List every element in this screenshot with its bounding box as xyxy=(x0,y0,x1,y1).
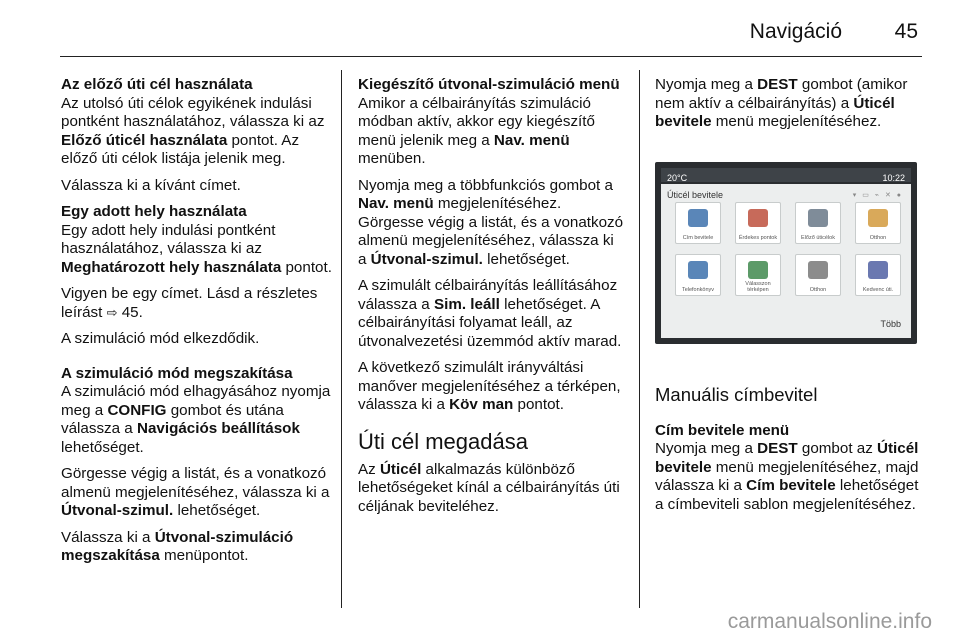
page-reference-arrow-icon: ⇨ xyxy=(106,304,118,320)
screen-status-bar xyxy=(661,168,911,182)
temperature-readout: 20°C xyxy=(667,172,688,183)
tile-favourite-route[interactable]: Kedvenc úti. xyxy=(855,254,901,296)
paragraph: Nyomja meg a többfunkciós gombot a Nav. menü megjelenítéséhez. Görgesse végig a listát, és a vonatkozó almenü megjelenítéséhez, válassza ki a Útvonal-szimul. lehetőséget. xyxy=(358,176,624,268)
paragraph: A következő szimulált irányváltási manőver megjelenítéséhez a térképen, válassza ki a Köv man pontot. xyxy=(358,359,621,413)
watermark: carmanualsonline.info xyxy=(727,610,932,633)
more-button[interactable]: Több xyxy=(880,319,901,329)
paragraph: Amikor a célbairányítás szimuláció módban aktív, akkor egy kiegészítő menü jelenik meg a Nav. menü menüben. xyxy=(358,94,595,167)
header-rule xyxy=(60,56,922,57)
tile-home[interactable]: Otthon xyxy=(855,202,901,244)
status-icons: ▾ ▭ ⌁ ✕ ● xyxy=(852,191,903,199)
paragraph: Nyomja meg a DEST gombot az Úticél bevitele menü megjelenítéséhez, majd válassza ki a Cím bevitele lehetőséget a címbeviteli sablon megjelenítéséhez. xyxy=(655,440,919,513)
map-icon xyxy=(748,261,768,279)
heading-extra-simulation-menu: Kiegészítő útvonal-szimuláció menü xyxy=(358,76,620,93)
paragraph: Nyomja meg a DEST gombot (amikor nem aktív a célbairányítás) a Úticél bevitele menü megjelenítéséhez. xyxy=(655,76,908,130)
clock-readout: 10:22 xyxy=(882,172,905,183)
screen-content xyxy=(661,184,911,338)
paragraph: Vigyen be egy címet. Lásd a részletes leírást ⇨ 45. xyxy=(61,285,318,321)
phonebook-icon xyxy=(688,261,708,279)
header-title: Navigáció xyxy=(749,20,842,43)
screen-title: Úticél bevitele xyxy=(667,189,724,200)
heading-stop-simulation: A szimuláció mód megszakítása xyxy=(61,364,293,382)
column-3 xyxy=(655,76,925,522)
tile-select-on-map[interactable]: Válasszon térképen xyxy=(735,254,781,296)
route-icon xyxy=(868,261,888,279)
heading-given-place: Egy adott hely használata xyxy=(61,203,247,220)
paragraph: Egy adott hely indulási pontként használatához, válassza ki az Meghatározott hely használata pontot. xyxy=(61,221,332,276)
paragraph: A szimuláció mód elhagyásához nyomja meg a CONFIG gombot és utána válassza a Navigációs beállítások lehetőséget. xyxy=(61,383,331,456)
column-1 xyxy=(61,76,333,574)
poi-icon xyxy=(748,209,768,227)
tile-address-entry[interactable]: Cím bevitele xyxy=(675,202,721,244)
tile-previous-destinations[interactable]: Előző úticélok xyxy=(795,202,841,244)
map-pin-icon xyxy=(688,209,708,227)
paragraph: Az Úticél alkalmazás különböző lehetőségeket kínál a célbairányítás úti céljának beviteléhez. xyxy=(358,460,620,515)
column-divider-right xyxy=(639,70,640,608)
home-icon xyxy=(868,209,888,227)
house-icon xyxy=(808,261,828,279)
heading-destination-entry: Úti cél megadása xyxy=(358,428,528,454)
paragraph: Válassza ki a Útvonal-szimuláció megszakítása menüpontot. xyxy=(61,528,294,564)
heading-previous-destination: Az előző úti cél használata xyxy=(61,76,253,93)
infotainment-screenshot xyxy=(655,162,917,344)
column-2 xyxy=(358,76,626,524)
tile-points-of-interest[interactable]: Érdekes pontok xyxy=(735,202,781,244)
history-icon xyxy=(808,209,828,227)
heading-address-menu: Cím bevitele menü xyxy=(655,421,790,439)
paragraph: A szimulált célbairányítás leállításához válassza a Sim. leáll lehetőséget. A célbairányítási folyamat leáll, az útvonalvezetési üzemmód aktív marad. xyxy=(358,277,622,350)
paragraph: Görgesse végig a listát, és a vonatkozó almenü megjelenítéséhez, válassza ki a Útvonal-szimul. lehetőséget. xyxy=(61,465,330,519)
paragraph: A szimuláció mód elkezdődik. xyxy=(61,330,260,347)
paragraph: Az utolsó úti célok egyikének indulási pontként használatához, válassza ki az Előző úticél használata pontot. Az előző úti célok listája jelenik meg. xyxy=(61,94,325,167)
heading-manual-address: Manuális címbevitel xyxy=(655,383,818,405)
tile-home-2[interactable]: Otthon xyxy=(795,254,841,296)
page-number: 45 xyxy=(894,20,918,43)
column-divider-left xyxy=(341,70,342,608)
paragraph: Válassza ki a kívánt címet. xyxy=(61,176,241,194)
tile-phonebook[interactable]: Telefonkönyv xyxy=(675,254,721,296)
